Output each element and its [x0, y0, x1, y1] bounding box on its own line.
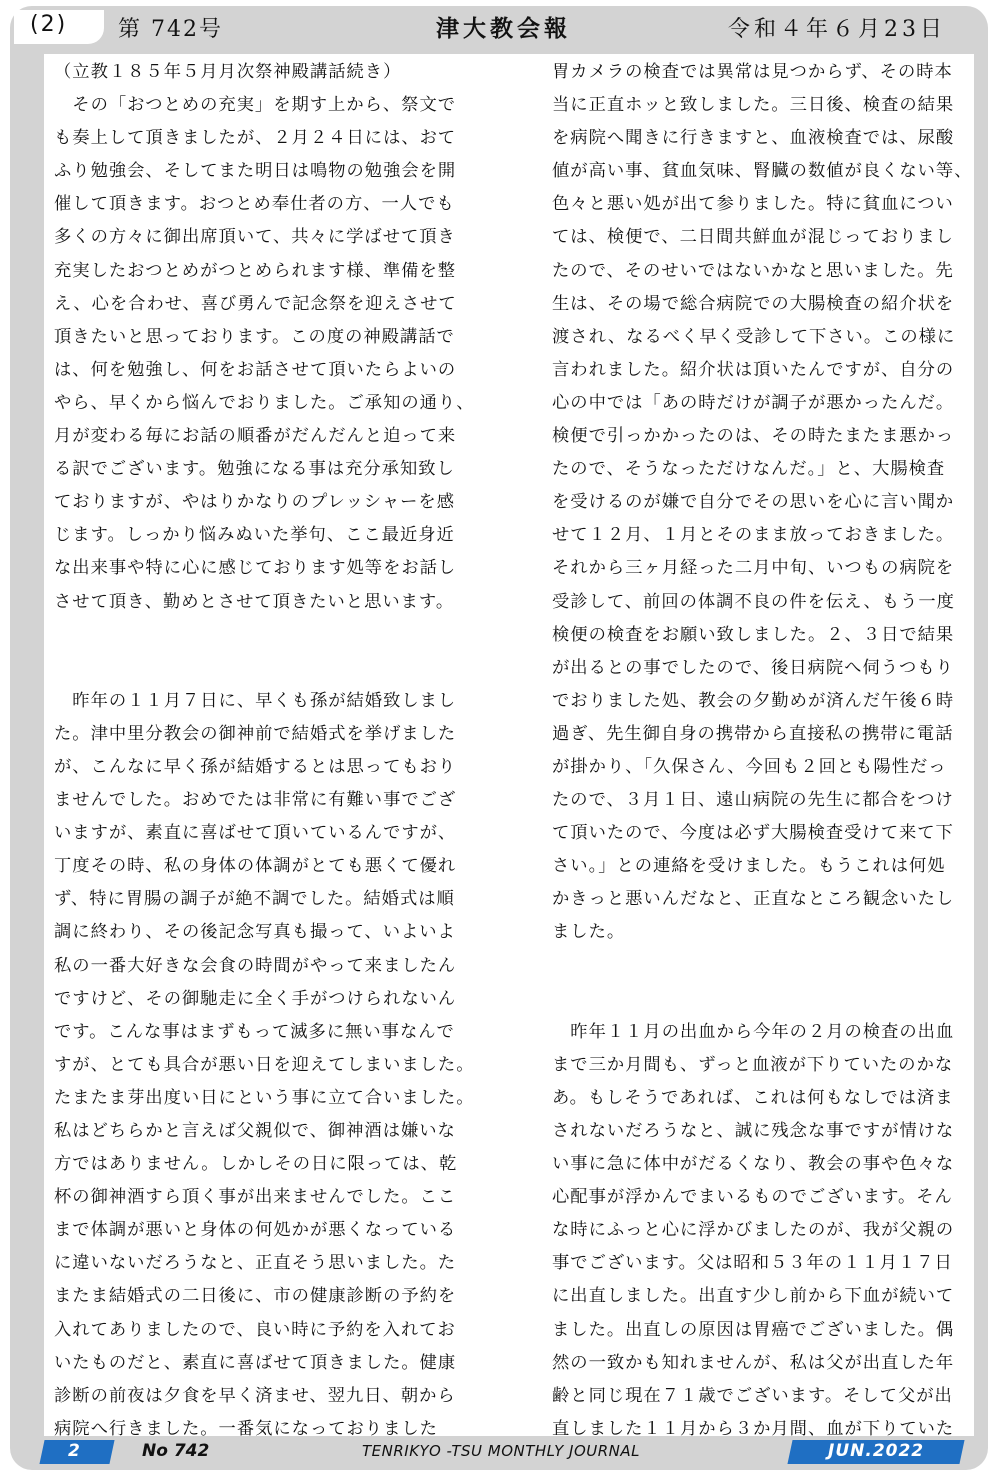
header-issue: 第 742号 [118, 17, 223, 42]
text-line: じます。しっかり悩みぬいた挙句、ここ最近身近 [54, 525, 455, 546]
text-line: 病院へ行きました。一番気になっておりました [54, 1418, 438, 1439]
text-line: やら、早くから悩んでおりました。ご承知の通り、 [54, 392, 475, 413]
text-line: ました。出直しの原因は胃癌でございました。偶 [552, 1319, 955, 1340]
text-line: ては、検便で、二日間共鮮血が混じっておりまし [552, 227, 954, 248]
text-line: 私はどちらかと言えば父親似で、御神酒は嫌いな [54, 1121, 456, 1141]
text-line: 昨年の１１月７日に、早くも孫が結婚致しまし [54, 690, 457, 711]
text-line: まで三か月間も、ずっと血液が下りていたのかな [552, 1054, 954, 1075]
text-line: 事でございます。父は昭和５３年の１１月１７日 [552, 1253, 953, 1274]
text-line: またま結婚式の二日後に、市の健康診断の予約を [54, 1286, 457, 1307]
text-line: 直しました１１月から３か月間、血が下りていた [552, 1418, 955, 1439]
text-line: が掛かり、「久保さん、今回も２回とも陽性だっ [552, 756, 947, 777]
text-line: されないだろうなと、誠に残念な事ですが情けな [552, 1121, 955, 1141]
text-line: て頂いたので、今度は必ず大腸検査受けて来て下 [552, 823, 954, 844]
text-line: ふり勉強会、そしてまた明日は鳴物の勉強会を開 [54, 161, 457, 182]
text-line: たので、そのせいではないかなと思いました。先 [552, 260, 954, 281]
text-line: 入れてありましたので、良い時に予約を入れてお [54, 1319, 456, 1340]
text-line: 杯の御神酒すら頂く事が出来ませんでした。ここ [54, 1187, 457, 1208]
header-date: 令和４年６月23日 [728, 17, 946, 42]
text-line: でおりました処、教会の夕勤めが済んだ午後６時 [552, 690, 955, 711]
text-line [552, 983, 972, 1016]
text-line: ず、特に胃腸の調子が絶不調でした。結婚式は順 [54, 889, 455, 910]
text-line: 当に正直ホッと致しました。三日後、検査の結果 [552, 95, 955, 116]
text-line: 心の中では「あの時だけが調子が悪かったんだ。 [552, 392, 955, 413]
text-line: その「おつとめの充実」を期す上から、祭文で [54, 95, 457, 116]
text-line: 然の一致かも知れませんが、私は父が出直した年 [552, 1352, 955, 1373]
text-line: 充実したおつとめがつとめられます様、準備を整 [54, 260, 457, 281]
text-line: を病院へ聞きに行きますと、血液検査では、尿酸 [552, 128, 955, 149]
newsletter-title: 津大教会報 [436, 15, 571, 42]
text-line: 言われました。紹介状は頂いたんですが、自分の [552, 359, 955, 380]
text-line: 過ぎ、先生御自身の携帯から直接私の携帯に電話 [552, 723, 954, 744]
text-line: （立教１８５年５月月次祭神殿講話続き） [54, 62, 402, 82]
text-line: い事に急に体中がだるくなり、教会の事や色々な [552, 1154, 955, 1175]
page-number: 2 [68, 1441, 80, 1461]
text-line: ました。 [552, 922, 626, 943]
text-line: 丁度その時、私の身体の体調がとても悪くて優れ [54, 856, 457, 877]
text-line [552, 950, 972, 983]
text-line: が、こんなに早く孫が結婚するとは思ってもおり [54, 756, 457, 777]
text-line: それから三ヶ月経った二月中旬、いつもの病院を [552, 558, 955, 579]
text-line: 心配事が浮かんでまいるものでございます。そん [552, 1187, 953, 1208]
section-label: (2) [30, 12, 68, 37]
text-line: させて頂き、勤めとさせて頂きたいと思います。 [54, 591, 455, 612]
text-line: 月が変わる毎にお話の順番がだんだんと迫って来 [54, 426, 457, 447]
text-line: え、心を合わせ、喜び勇んで記念祭を迎えさせて [54, 293, 457, 314]
text-line: な出来事や特に心に感じております処等をお話し [54, 558, 457, 579]
text-line: 調に終わり、その後記念写真も撮って、いよいよ [54, 922, 456, 943]
text-line: かきっと悪いんだなと、正直なところ観念いたし [552, 889, 955, 910]
text-line: 渡され、なるべく早く受診して下さい。この様に [552, 326, 956, 347]
text-line: も奏上して頂きましたが、２月２４日には、おて [54, 128, 457, 149]
text-line: 受診して、前回の体調不良の件を伝え、もう一度 [552, 591, 955, 612]
footer-issue: No 742 [142, 1441, 210, 1461]
text-line: 頂きたいと思っております。この度の神殿講話で [54, 326, 455, 347]
text-line: 胃カメラの検査では異常は見つからず、その時本 [552, 62, 953, 82]
text-line: た。津中里分教会の御神前で結婚式を挙げました [54, 723, 457, 744]
text-line: 検便の検査をお願い致しました。２、３日で結果 [552, 624, 955, 645]
footer [10, 1438, 988, 1466]
text-line: さい。」との連絡を受けました。もうこれは何処 [552, 856, 946, 877]
right-column [552, 56, 972, 1446]
text-line: せて１２月、１月とそのまま放っておきました。 [552, 525, 955, 546]
text-line: 多くの方々に御出席頂いて、共々に学ばせて頂き [54, 227, 456, 248]
text-line: いたものだと、素直に喜ばせて頂きました。健康 [54, 1352, 457, 1373]
text-line: 生は、その場で総合病院での大腸検査の紹介状を [552, 293, 955, 314]
footer-date: JUN.2022 [828, 1441, 925, 1461]
text-line: 齢と同じ現在７１歳でございます。そして父が出 [552, 1385, 953, 1406]
text-line: が出るとの事でしたので、後日病院へ伺うつもり [552, 657, 954, 678]
text-line: に違いないだろうなと、正直そう思いました。た [54, 1253, 457, 1274]
text-line [54, 619, 484, 652]
text-line: ですけど、その御馳走に全く手がつけられないん [54, 988, 457, 1009]
journal-name: TENRIKYO -TSU MONTHLY JOURNAL [362, 1442, 641, 1460]
text-line: 検便で引っかかったのは、その時たまたま悪かっ [552, 426, 955, 447]
text-line: 昨年１１月の出血から今年の２月の検査の出血 [552, 1021, 955, 1042]
text-line: すが、とても具合が悪い日を迎えてしまいました。 [54, 1054, 475, 1075]
left-column [54, 56, 484, 1446]
text-line: 催して頂きます。おつとめ奉仕者の方、一人でも [54, 194, 455, 215]
text-line: いますが、素直に喜ばせて頂いているんですが、 [54, 823, 457, 844]
text-line: まで体調が悪いと身体の何処かが悪くなっている [54, 1220, 457, 1241]
text-line: ませんでした。おめでたは非常に有難い事でござ [54, 790, 457, 811]
text-line: 診断の前夜は夕食を早く済ませ、翌九日、朝から [54, 1385, 456, 1406]
text-line: ておりますが、やはりかなりのプレッシャーを感 [54, 492, 455, 513]
text-line [54, 652, 484, 685]
text-line: 色々と悪い処が出て参りました。特に貧血につい [552, 194, 954, 215]
text-line: る訳でございます。勉強になる事は充分承知致し [54, 459, 455, 480]
text-line: 値が高い事、貧血気味、腎臓の数値が良くない等、 [552, 161, 973, 182]
text-line: たまたま芽出度い日にという事に立て合いました。 [54, 1087, 475, 1108]
text-line: です。こんな事はまずもって滅多に無い事なんで [54, 1021, 455, 1042]
text-line: たので、そうなっただけなんだ。」と、大腸検査 [552, 459, 946, 480]
text-line: な時にふっと心に浮かびましたのが、我が父親の [552, 1220, 955, 1241]
text-line: に出直しました。出直す少し前から下血が続いて [552, 1286, 955, 1307]
text-line: 私の一番大好きな会食の時間がやって来ましたん [54, 955, 457, 976]
article-body [44, 54, 974, 1439]
text-line: たので、３月１日、遠山病院の先生に都合をつけ [552, 790, 954, 811]
text-line: を受けるのが嫌で自分でその思いを心に言い聞か [552, 492, 955, 513]
text-line: あ。もしそうであれば、これは何もなしでは済ま [552, 1087, 954, 1108]
text-line: は、何を勉強し、何をお話させて頂いたらよいの [54, 359, 457, 380]
text-line: 方ではありません。しかしその日に限っては、乾 [54, 1154, 458, 1175]
